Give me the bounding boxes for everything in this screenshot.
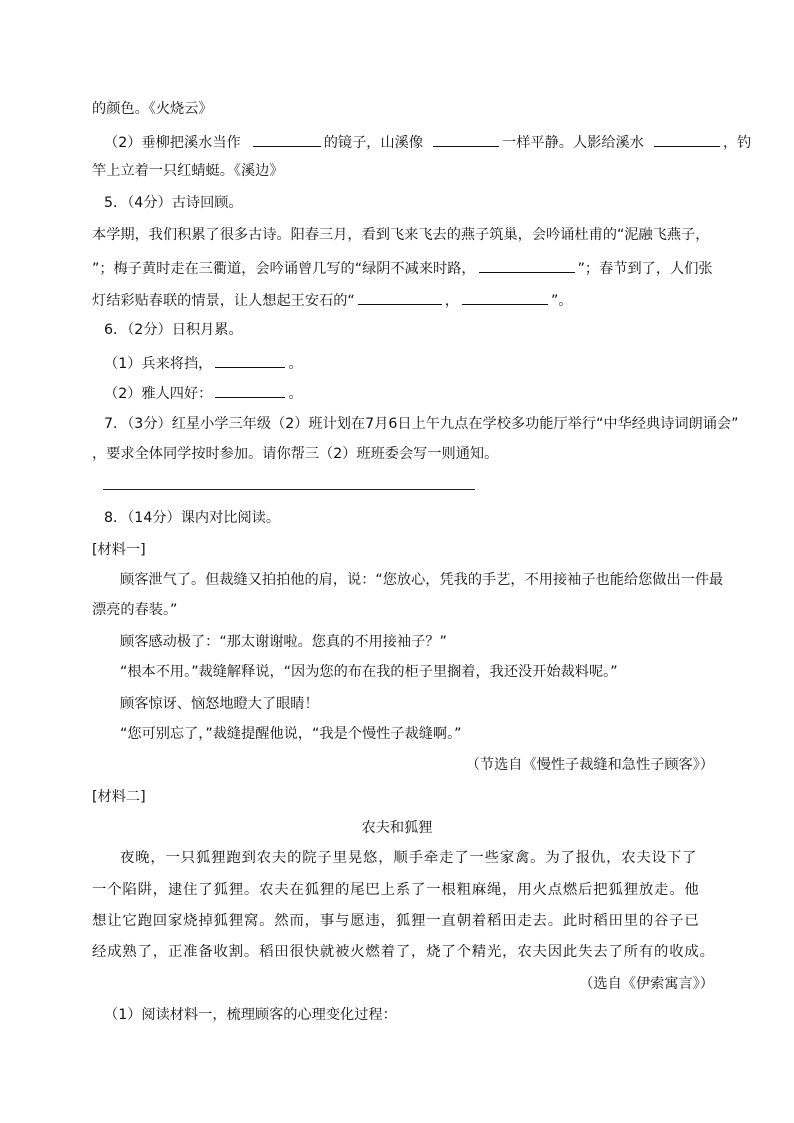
question-5-heading: 5．（4分）古诗回顾。 xyxy=(104,195,243,211)
answer-blank[interactable] xyxy=(215,382,285,398)
material-2-line-4: 经成熟了，正准备收割。稻田很快就被火燃着了，烧了个精光，农夫因此失去了所有的收成。 xyxy=(92,944,715,960)
material-2-line-3: 想让它跑回家烧掉狐狸窝。然而，事与愿违，狐狸一直朝着稻田走去。此时稻田里的谷子已 xyxy=(92,913,700,929)
question-8-heading: 8．（14分）课内对比阅读。 xyxy=(104,510,281,526)
material-1-paragraph-5: “您可别忘了，”裁缝提醒他说，“我是个慢性子裁缝啊。” xyxy=(120,726,462,742)
question-7-line-2: ，要求全体同学按时参加。请你帮三（2）班班委会写一则通知。 xyxy=(92,446,499,462)
q5-line-3-comma: ， xyxy=(444,293,459,309)
q4-2-part-a: （2）垂柳把溪水当作 xyxy=(104,135,241,151)
material-2-title: 农夫和狐狸 xyxy=(361,820,433,836)
answer-blank[interactable] xyxy=(215,352,285,368)
answer-line[interactable] xyxy=(103,489,475,490)
material-2-line-2: 一个陷阱，逮住了狐狸。农夫在狐狸的尾巴上系了一根粗麻绳，用火点燃后把狐狸放走。他 xyxy=(92,882,700,898)
answer-blank[interactable] xyxy=(253,131,321,147)
q4-2-part-d: ，钓 xyxy=(722,135,752,151)
question-5-line-2 xyxy=(92,257,713,279)
q4-2-part-c: 一样平静。人影给溪水 xyxy=(502,135,644,151)
answer-blank[interactable] xyxy=(654,131,720,147)
answer-blank[interactable] xyxy=(358,289,442,305)
q6-item-2-end: 。 xyxy=(288,386,303,402)
question-6-heading: 6．（2分）日积月累。 xyxy=(104,322,243,338)
answer-blank[interactable] xyxy=(462,289,548,305)
q4-2-part-b: 的镜子，山溪像 xyxy=(323,135,424,151)
question-8-sub-1: （1）阅读材料一，梳理顾客的心理变化过程： xyxy=(104,1007,397,1023)
material-1-paragraph-2: 顾客感动极了：“那太谢谢啦。您真的不用接袖子？” xyxy=(120,634,447,650)
material-2-label: [材料二] xyxy=(92,789,146,805)
question-5-line-1: 本学期，我们积累了很多古诗。阳春三月，看到飞来飞去的燕子筑巢，会吟诵杜甫的“泥融飞燕子， xyxy=(92,227,710,243)
answer-blank[interactable] xyxy=(479,257,575,273)
question-5-line-3 xyxy=(92,289,572,311)
q5-line-3-end: ”。 xyxy=(550,293,573,309)
q6-item-1-text: （1）兵来将挡， xyxy=(104,356,213,372)
answer-blank[interactable] xyxy=(433,131,499,147)
material-1-paragraph-1-cont: 漂亮的春装。” xyxy=(92,602,178,618)
q6-item-2-text: （2）雅人四好： xyxy=(104,386,213,402)
material-2-source: （选自《伊索寓言》） xyxy=(579,976,714,992)
q6-item-1-end: 。 xyxy=(288,356,303,372)
question-6-item-2 xyxy=(104,382,303,404)
question-4-2-line-2: 竿上立着一只红蜻蜓。《溪边》 xyxy=(92,163,284,179)
q5-line-2-text: ”；梅子黄时走在三衢道，会吟诵曾几写的“绿阴不减来时路， xyxy=(92,261,476,277)
question-7-line-1: 7．（3分）红星小学三年级（2）班计划在7月6日上午九点在学校多功能厅举行“中华经典诗词朗诵会” xyxy=(104,416,739,432)
material-2-line-1: 夜晚，一只狐狸跑到农夫的院子里晃悠，顺手牵走了一些家禽。为了报仇，农夫设下了 xyxy=(120,850,698,866)
question-6-item-1 xyxy=(104,352,303,374)
material-1-source: （节选自《慢性子裁缝和急性子顾客》） xyxy=(465,757,714,773)
material-1-label: [材料一] xyxy=(92,542,146,558)
material-1-paragraph-3: “根本不用。”裁缝解释说，“因为您的布在我的柜子里搁着，我还没开始裁料呢。” xyxy=(120,664,618,680)
q5-line-3-text: 灯结彩贴春联的情景，让人想起王安石的“ xyxy=(92,293,355,309)
material-1-paragraph-4: 顾客惊讶、恼怒地瞪大了眼睛！ xyxy=(120,696,319,712)
material-1-paragraph-1: 顾客泄气了。但裁缝又拍拍他的肩，说：“您放心，凭我的手艺，不用接袖子也能给您做出一件最 xyxy=(120,572,724,588)
question-4-2-line-1 xyxy=(104,131,751,153)
q5-line-2-text-end: ”；春节到了，人们张 xyxy=(577,261,713,277)
poem-line-fire-cloud: 的颜色。《火烧云》 xyxy=(92,101,213,117)
